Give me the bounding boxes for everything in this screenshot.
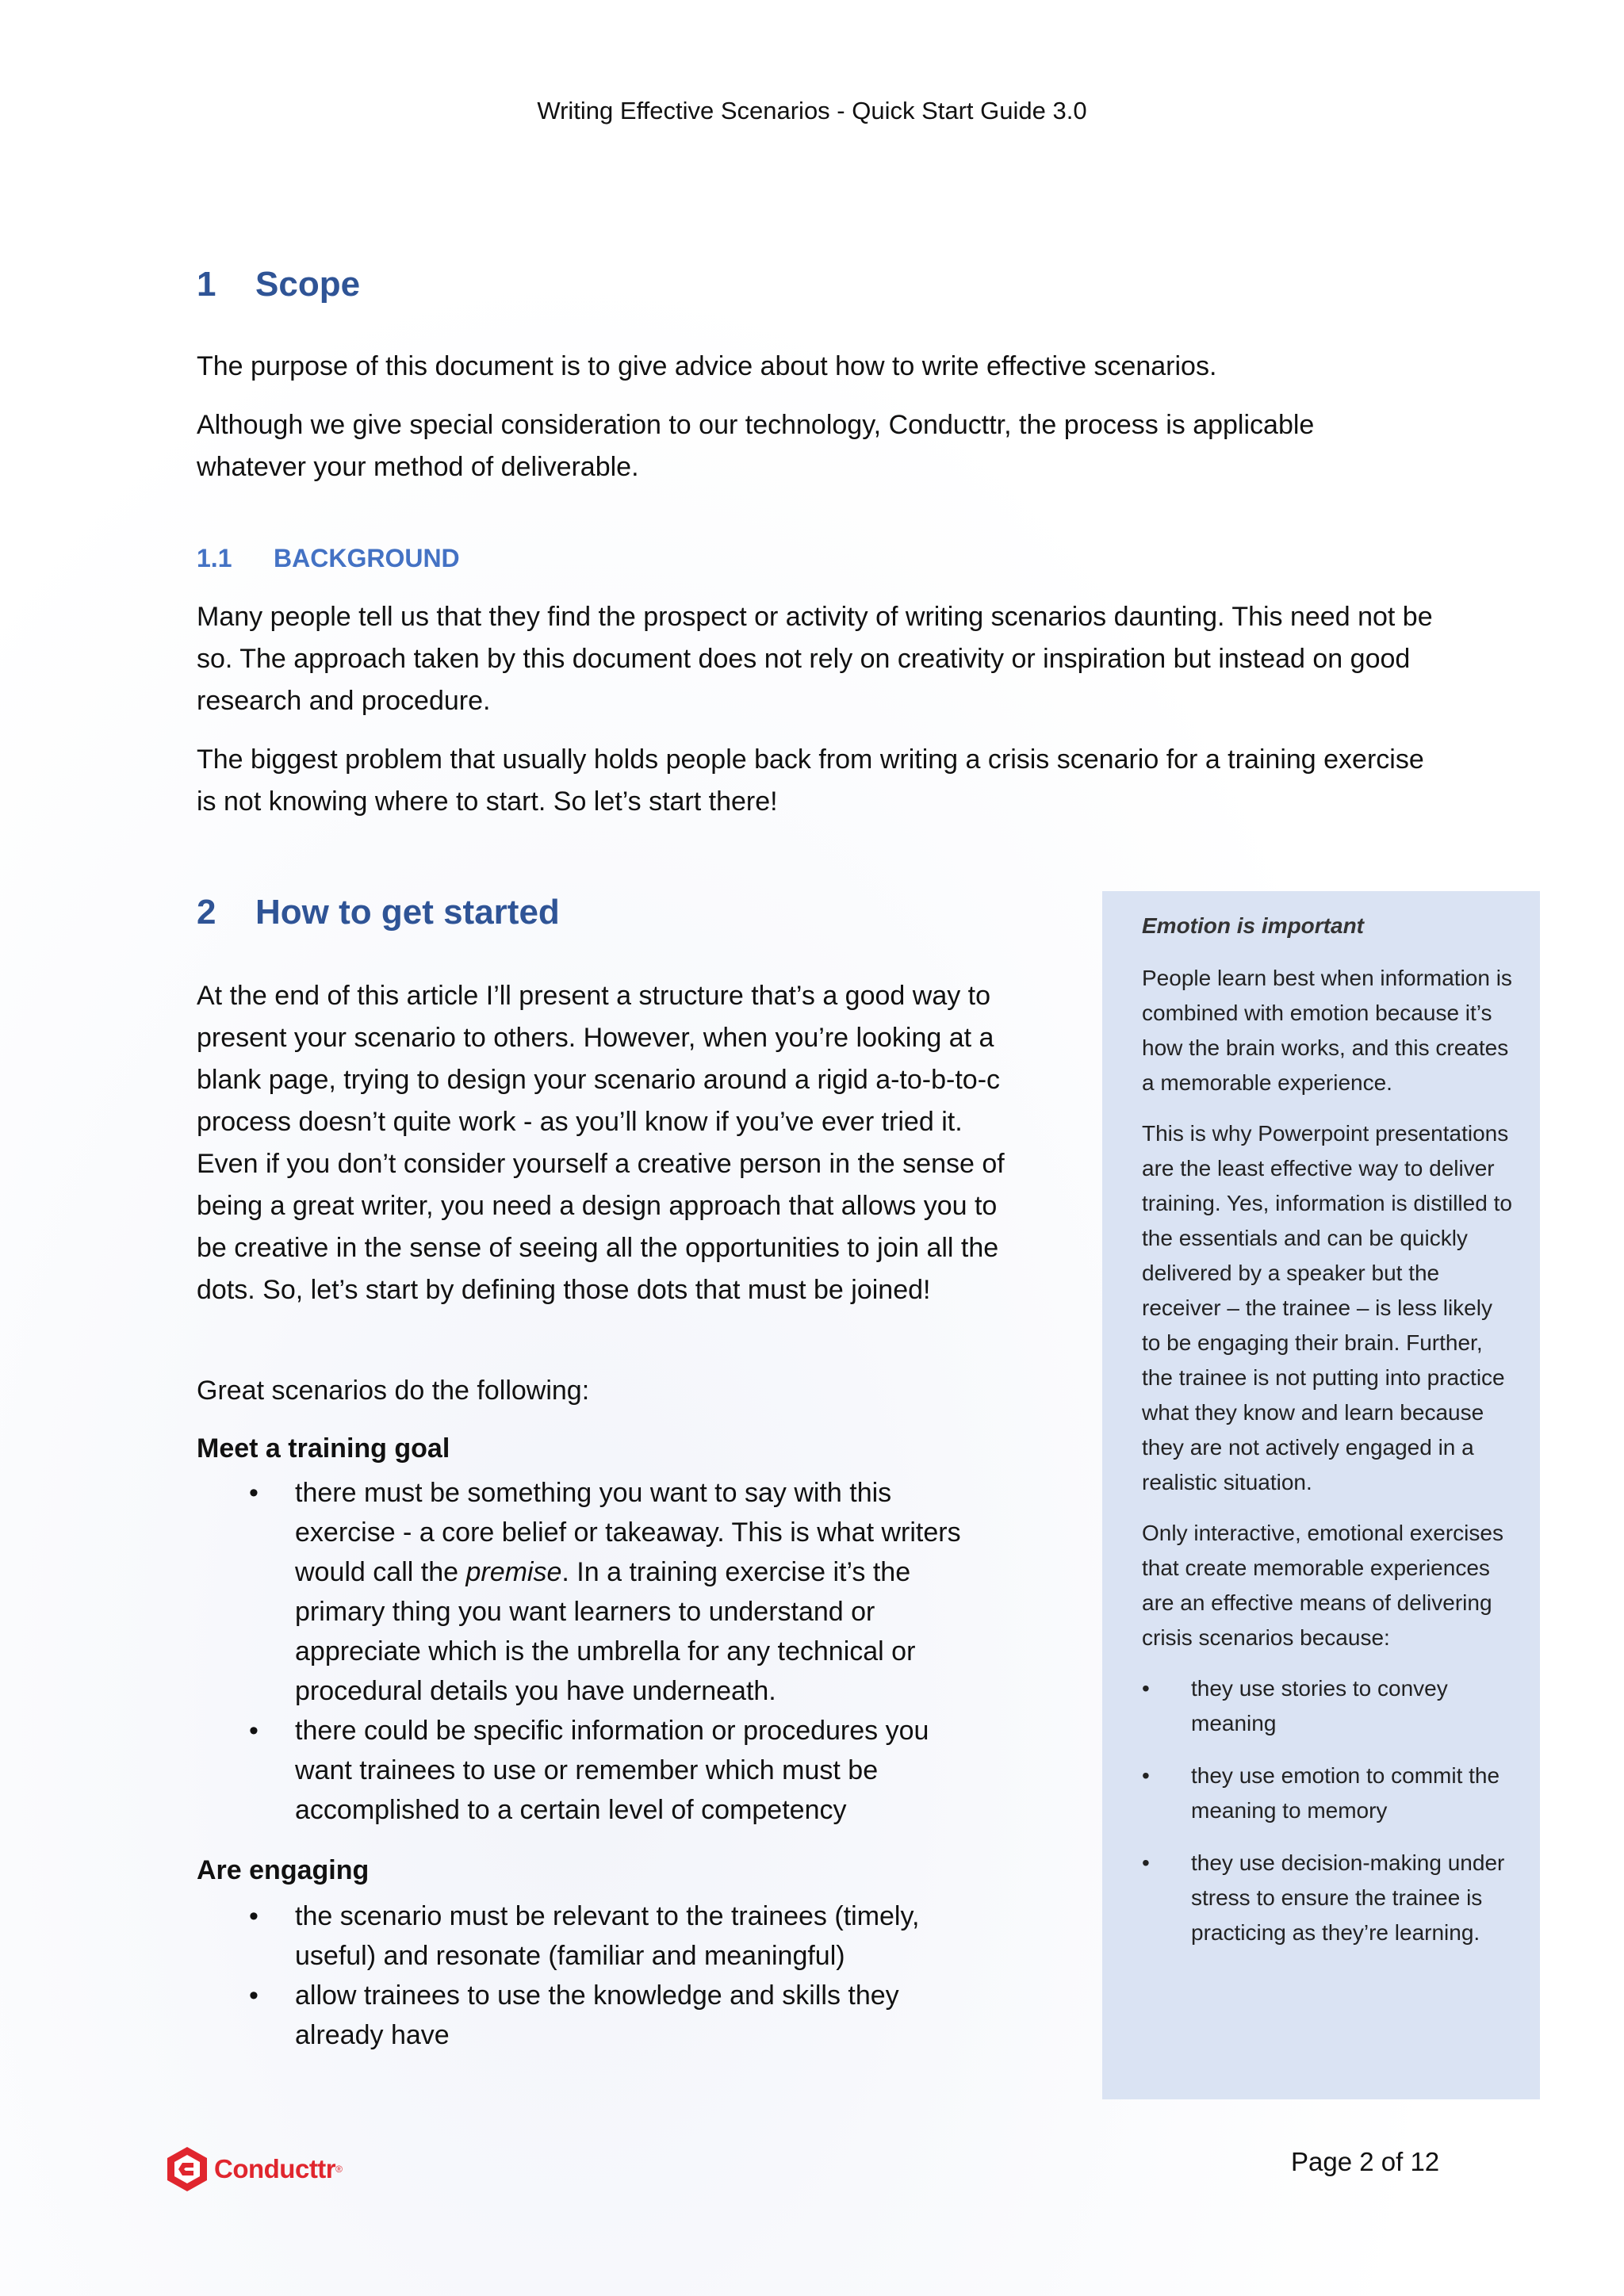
list-item: • the scenario must be relevant to the trainees (timely, useful) and resonate (familiar and meaningful) bbox=[197, 1896, 990, 1976]
section-title: How to get started bbox=[255, 893, 560, 932]
conducttr-logo-icon bbox=[165, 2145, 209, 2193]
list-item: • there could be specific information or procedures you want trainees to use or remember which must be accomplished to a certain level of competency bbox=[197, 1711, 990, 1830]
subsection-number: 1.1 bbox=[197, 544, 232, 572]
sidebar-paragraph: People learn best when information is combined with emotion because it’s how the brain works, and this creates a memorable experience. bbox=[1142, 966, 1512, 1095]
background-paragraph-1: Many people tell us that they find the prospect or activity of writing scenarios daunting. This need not be so. The approach taken by this document does not rely on creativity or inspiration but instead on good research and procedure. bbox=[197, 602, 1433, 716]
bullet-glyph: • bbox=[1142, 1850, 1150, 1875]
running-header: Writing Effective Scenarios - Quick Start Guide 3.0 bbox=[537, 97, 1087, 124]
emotion-sidebar bbox=[1102, 891, 1540, 2099]
get-started-paragraph: At the end of this article I’ll present a structure that’s a good way to present your scenario to others. However, when you’re looking at a blank page, trying to design your scenario around a rigid a-to-b-to-c process doesn’t quite work - as you’ll know if you’ve ever tried it. Even if you don’t consider yourself a creative person in the sense of being a great writer, you need a design approach that allows you to be creative in the sense of seeing all the opportunities to join all the dots. So, let’s start by defining those dots that must be joined! bbox=[197, 981, 1005, 1305]
sidebar-paragraph: This is why Powerpoint presentations are the least effective way to deliver training. Yes, information is distilled to the essentials and can be quickly delivered by a speaker but the receiver – the trainee – is less likely to be engaging their brain. Further, the trainee is not putting into practice what they know and learn because they are not actively engaged in a realistic situation. bbox=[1142, 1121, 1512, 1494]
section-title: Scope bbox=[255, 265, 361, 304]
scope-paragraph-2: Although we give special consideration to our technology, Conducttr, the process is applicable whatever your method of deliverable. bbox=[197, 410, 1315, 482]
sidebar-paragraph: Only interactive, emotional exercises that create memorable experiences are an effective means of delivering crisis scenarios because: bbox=[1142, 1521, 1503, 1650]
section-number: 2 bbox=[197, 893, 216, 932]
subsection-1-1-heading bbox=[197, 544, 460, 573]
training-goal-list bbox=[197, 1473, 990, 1830]
bullet-glyph: • bbox=[1142, 1676, 1150, 1701]
page-number: Page 2 of 12 bbox=[1291, 2147, 1440, 2176]
section-1-heading bbox=[197, 265, 360, 304]
logo-wordmark: Conducttr bbox=[214, 2154, 336, 2183]
bullet-glyph: • bbox=[1142, 1763, 1150, 1788]
conducttr-logo bbox=[165, 2145, 343, 2193]
section-number: 1 bbox=[197, 265, 216, 304]
great-scenarios-lead: Great scenarios do the following: bbox=[197, 1376, 590, 1406]
engaging-heading: Are engaging bbox=[197, 1855, 370, 1885]
scope-paragraph-1: The purpose of this document is to give advice about how to write effective scenarios. bbox=[197, 351, 1217, 381]
bullet-glyph: • bbox=[249, 1980, 259, 2011]
bullet-glyph: • bbox=[249, 1901, 259, 1931]
sidebar-list-item: • they use emotion to commit the meaning to memory bbox=[1142, 1758, 1516, 1828]
background-paragraph-2: The biggest problem that usually holds people back from writing a crisis scenario for a training exercise is not knowing where to start. So let’s start there! bbox=[197, 744, 1424, 817]
sidebar-list-item: • they use decision-making under stress to ensure the trainee is practicing as they’re learning. bbox=[1142, 1846, 1516, 1950]
list-item: • there must be something you want to say with this exercise - a core belief or takeaway. This is what writers would call the premise. In a training exercise it’s the primary thing you want learners to understand or appreciate which is the umbrella for any technical or procedural details you have underneath. bbox=[197, 1473, 990, 1711]
bullet-glyph: • bbox=[249, 1716, 259, 1746]
premise-term: premise bbox=[465, 1557, 562, 1587]
list-item: • allow trainees to use the knowledge and skills they already have bbox=[197, 1976, 990, 2055]
bullet-glyph: • bbox=[249, 1478, 259, 1508]
engaging-list bbox=[197, 1896, 990, 2055]
section-2-heading bbox=[197, 893, 560, 932]
sidebar-list-item: • they use stories to convey meaning bbox=[1142, 1671, 1516, 1741]
registered-mark: ® bbox=[335, 2164, 343, 2175]
sidebar-list bbox=[1142, 1671, 1516, 1950]
subsection-title: BACKGROUND bbox=[274, 544, 460, 572]
training-goal-heading: Meet a training goal bbox=[197, 1433, 450, 1464]
sidebar-title: Emotion is important bbox=[1142, 913, 1364, 938]
